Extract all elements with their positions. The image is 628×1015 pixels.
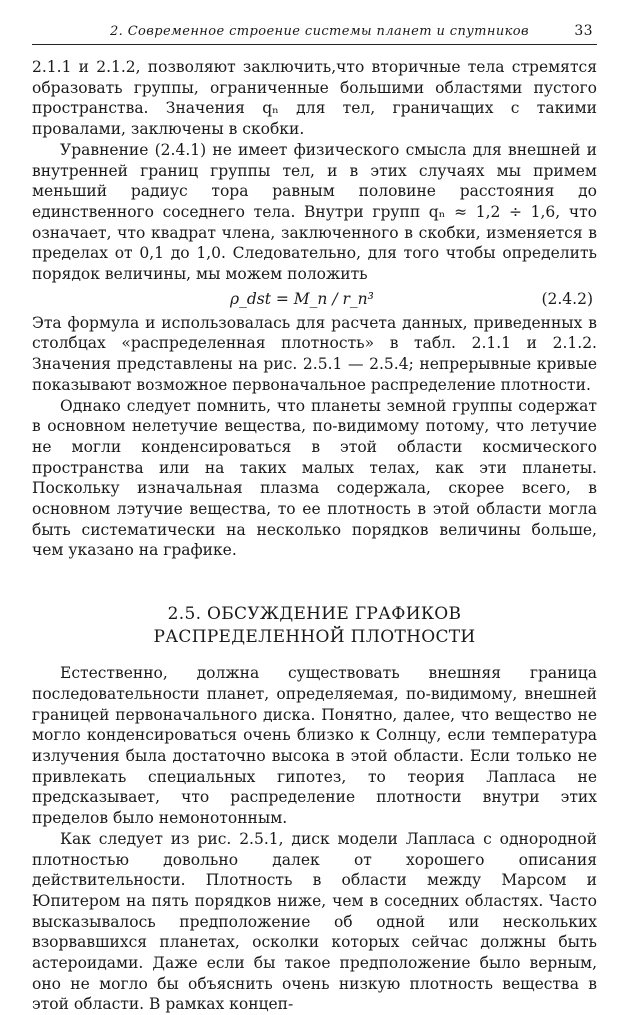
paragraph-equation-intro: Уравнение (2.4.1) не имеет физического смысла для внешней и внутренней границ группы тел, и в этих случаях мы примем меньший радиус тора равным половине расстояния до единственного соседнего тела. Внутри групп qₙ ≈ 1,2 ÷ 1,6, что означает, что квадрат члена, заключенного в скобки, изменяется в пределах от 0,1 до 1,0. Следовательно, для того чтобы определить порядок величины, мы можем положить xyxy=(32,140,597,284)
running-header xyxy=(32,22,597,45)
paragraph-formula-usage: Эта формула и использовалась для расчета данных, приведенных в столбцах «распределенная плотность» в табл. 2.1.1 и 2.1.2. Значения представлены на рис. 2.5.1 — 2.5.4; непрерывные кривые показывают возможное первоначальное распределение плотности. xyxy=(32,313,597,394)
paragraph-terrestrial-planets: Однако следует помнить, что планеты земной группы содержат в основном нелетучие вещества, по-видимому потому, что летучие не могли конденсироваться в этой области космического пространства или на таких малых телах, как эти планеты. Поскольку изначальная плазма содержала, скорее всего, в основном лэтучие вещества, то ее плотность в этой области могла быть систематически на несколько порядков величины больше, чем указано на графике. xyxy=(32,396,597,560)
equation-text: ρ_dst = M_n / r_n³ xyxy=(230,289,374,308)
book-page xyxy=(32,22,597,1014)
paragraph-laplace-model: Как следует из рис. 2.5.1, диск модели Лапласа с однородной плотностью довольно далек от хорошего описания действительности. Плотность в области между Марсом и Юпитером на пять порядков ниже, чем в соседних областях. Часто высказывалось предположение об одной или нескольких взорвавшихся планетах, осколки которых сейчас должны быть астероидами. Даже если бы такое предположение было верным, оно не могло бы объяснить очень низкую плотность вещества в этой области. В рамках концеп- xyxy=(32,829,597,1014)
section-heading-line-2: РАСПРЕДЕЛЕННОЙ ПЛОТНОСТИ xyxy=(153,627,476,648)
equation-expression xyxy=(230,289,374,310)
equation-2-4-2 xyxy=(32,287,597,313)
equation-number: (2.4.2) xyxy=(541,289,593,308)
page-number: 33 xyxy=(574,23,593,39)
paragraph-outer-boundary: Естественно, должна существовать внешняя граница последовательности планет, определяемая, по-видимому, внешней границей первоначального диска. Понятно, далее, что вещество не могло конденсироваться очень близко к Солнцу, если температура излучения была достаточно высока в этой области. Если только не привлекать специальных гипотез, то теория Лапласа не предсказывает, что распределение плотности внутри этих пределов было немонотонным. xyxy=(32,664,597,828)
page-body xyxy=(32,57,597,1015)
section-heading xyxy=(32,603,597,649)
paragraph-continuation: 2.1.1 и 2.1.2, позволяют заключить,что вторичные тела стремятся образовать группы, ограниченные большими областями пустого пространства. Значения qₙ для тел, граничащих с такими провалами, заключены в скобки. xyxy=(32,58,597,139)
section-heading-line-1: 2.5. ОБСУЖДЕНИЕ ГРАФИКОВ xyxy=(167,604,462,625)
running-title: 2. Современное строение системы планет и спутников xyxy=(109,24,529,39)
